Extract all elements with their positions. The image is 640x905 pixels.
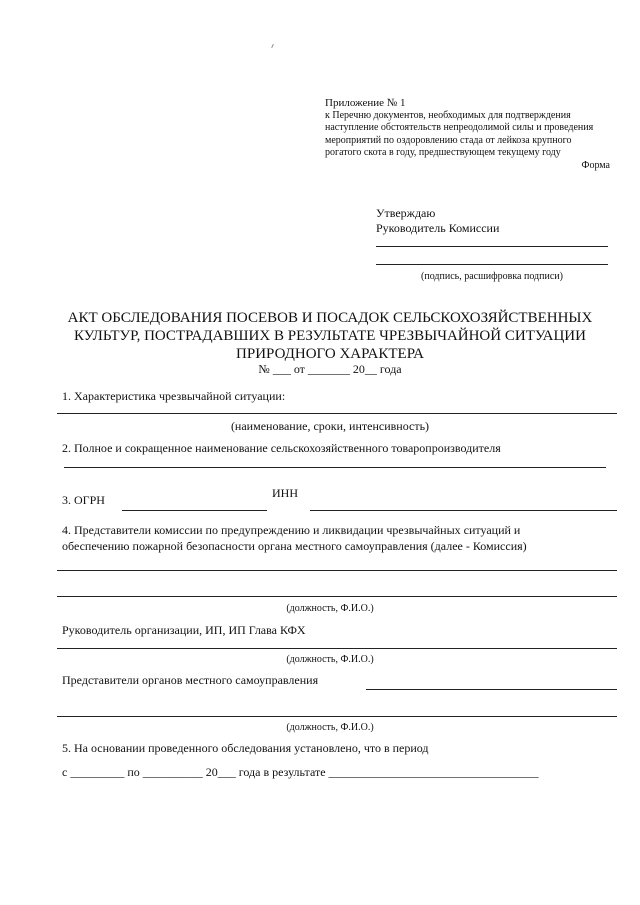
appendix-line: рогатого скота в году, предшествующем текущему году [325,147,561,158]
position-caption: (должность, Ф.И.О.) [286,603,374,614]
scan-mark [271,44,274,48]
approve-label: Утверждаю [376,206,436,220]
signature-line-2 [376,264,608,265]
ogrn-label: 3. ОГРН [62,493,105,507]
inn-fill-line[interactable] [310,510,617,511]
section-1-fill-line[interactable] [57,413,617,414]
commission-fill-line-2[interactable] [57,596,617,597]
appendix-line: наступление обстоятельств непреодолимой силы и проведения [325,122,594,133]
appendix-title: Приложение № 1 [325,97,406,109]
section-5-period-line: с _________ по __________ 20___ года в результате ___________________________________ [62,765,539,779]
section-4-label-cont: обеспечению пожарной безопасности органа местного самоуправления (далее - Комиссия) [62,539,527,553]
act-number-line: № ___ от _______ 20__ года [258,362,402,376]
head-organization-fill-line[interactable] [57,648,617,649]
act-title-line: ПРИРОДНОГО ХАРАКТЕРА [236,346,424,362]
local-reps-label: Представители органов местного самоуправления [62,673,319,687]
position-caption: (должность, Ф.И.О.) [286,654,374,665]
act-title-line: КУЛЬТУР, ПОСТРАДАВШИХ В РЕЗУЛЬТАТЕ ЧРЕЗВЫЧАЙНОЙ СИТУАЦИИ [74,328,586,344]
section-2-label: 2. Полное и сокращенное наименование сельскохозяйственного товаропроизводителя [62,441,501,455]
commission-head-label: Руководитель Комиссии [376,221,500,235]
section-1-label: 1. Характеристика чрезвычайной ситуации: [62,389,286,403]
ogrn-fill-line[interactable] [122,510,267,511]
commission-fill-line-1[interactable] [57,570,617,571]
signature-line-1 [376,246,608,247]
appendix-line: к Перечню документов, необходимых для подтверждения [325,109,571,121]
position-caption: (должность, Ф.И.О.) [286,722,374,733]
signature-caption: (подпись, расшифровка подписи) [421,271,563,282]
local-reps-fill-line-1[interactable] [366,689,617,690]
section-2-fill-line[interactable] [64,467,606,468]
head-organization-label: Руководитель организации, ИП, ИП Глава КФХ [62,623,306,637]
appendix-line: мероприятий по оздоровлению стада от лейкоза крупного [325,134,572,146]
appendix-block [325,97,615,160]
section-1-caption: (наименование, сроки, интенсивность) [230,419,430,433]
local-reps-fill-line-2[interactable] [57,716,617,717]
act-title-line: АКТ ОБСЛЕДОВАНИЯ ПОСЕВОВ И ПОСАДОК СЕЛЬСКОХОЗЯЙСТВЕННЫХ [67,310,593,326]
section-4-label: 4. Представители комиссии по предупреждению и ликвидации чрезвычайных ситуаций и [62,523,521,537]
section-5-label: 5. На основании проведенного обследования установлено, что в период [62,741,429,755]
inn-label: ИНН [272,486,298,500]
form-label: Форма [581,160,610,171]
